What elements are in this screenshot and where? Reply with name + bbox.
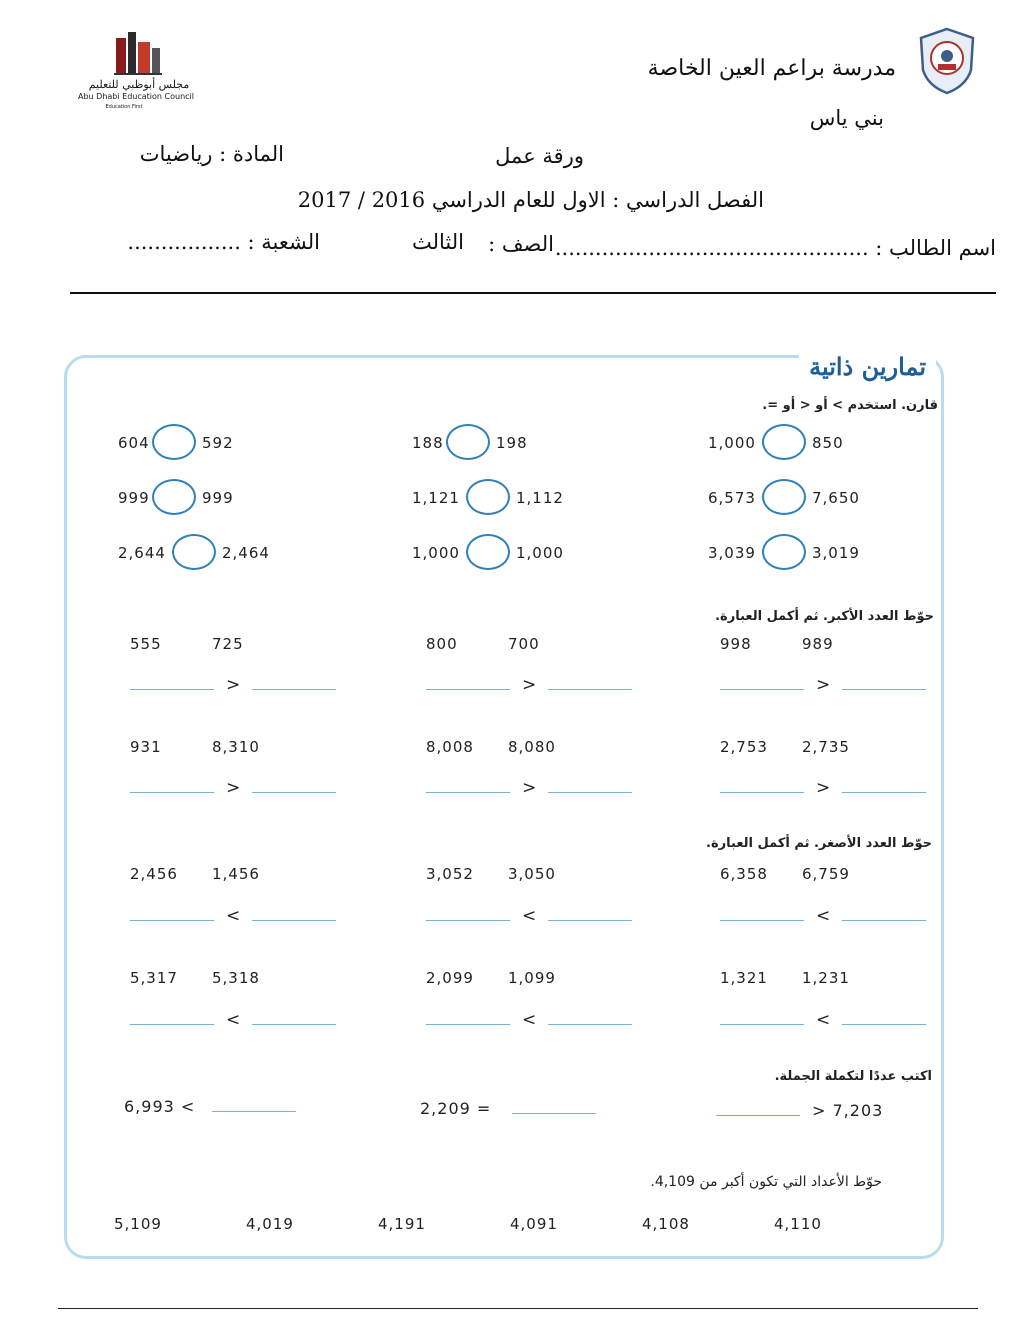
greater-number-a[interactable]: 555 — [130, 635, 162, 653]
greater-blank-right[interactable] — [842, 792, 926, 793]
compare-number-right: 3,019 — [812, 544, 860, 562]
compare-answer-circle[interactable] — [446, 424, 490, 460]
compare-number-right: 198 — [496, 434, 528, 452]
smaller-number-a[interactable]: 1,321 — [720, 969, 768, 987]
semester-label: الفصل الدراسي : الاول للعام الدراسي 2016 / 2017 — [297, 188, 764, 212]
greater-instruction: حوّط العدد الأكبر. ثم أكمل العبارة. — [715, 609, 934, 624]
council-logo-icon — [108, 28, 168, 80]
greater-blank-left[interactable] — [720, 689, 804, 690]
greater-blank-left[interactable] — [426, 792, 510, 793]
grade-value: الثالث — [412, 230, 464, 254]
greater-number-a[interactable]: 998 — [720, 635, 752, 653]
greater-number-a[interactable]: 931 — [130, 738, 162, 756]
school-shield-icon — [916, 26, 978, 96]
complete-instruction: اكتب عددًا لتكملة الجملة. — [774, 1069, 932, 1084]
compare-answer-circle[interactable] — [152, 424, 196, 460]
smaller-number-a[interactable]: 5,317 — [130, 969, 178, 987]
compare-answer-circle[interactable] — [762, 424, 806, 460]
smaller-blank-right[interactable] — [842, 920, 926, 921]
compare-number-left: 6,573 — [708, 489, 756, 507]
greater-blank-right[interactable] — [252, 689, 336, 690]
section-title: تمارين ذاتية — [799, 352, 936, 381]
complete-item-3: > 7,203 — [812, 1101, 884, 1120]
smaller-blank-left[interactable] — [130, 920, 214, 921]
complete-blank-2[interactable] — [512, 1113, 596, 1114]
smaller-number-a[interactable]: 6,358 — [720, 865, 768, 883]
greater-symbol: > — [522, 778, 537, 798]
council-english-name: Abu Dhabi Education Council — [78, 92, 194, 101]
complete-item-1: 6,993 < — [124, 1097, 196, 1116]
greater-blank-left[interactable] — [720, 792, 804, 793]
smaller-symbol: < — [226, 906, 241, 926]
header-divider — [70, 292, 996, 294]
smaller-symbol: < — [816, 1010, 831, 1030]
compare-number-left: 604 — [118, 434, 150, 452]
smaller-instruction: حوّط العدد الأصغر. ثم أكمل العبارة. — [706, 836, 932, 851]
grade-label: الصف : — [488, 232, 554, 256]
greater-number-b[interactable]: 700 — [508, 635, 540, 653]
circle-greater-number[interactable]: 4,108 — [642, 1215, 690, 1233]
council-logo — [108, 28, 168, 80]
compare-number-left: 3,039 — [708, 544, 756, 562]
greater-number-a[interactable]: 800 — [426, 635, 458, 653]
greater-number-b[interactable]: 8,310 — [212, 738, 260, 756]
compare-number-left: 999 — [118, 489, 150, 507]
greater-number-b[interactable]: 989 — [802, 635, 834, 653]
compare-number-right: 2,464 — [222, 544, 270, 562]
greater-number-b[interactable]: 2,735 — [802, 738, 850, 756]
greater-blank-right[interactable] — [252, 792, 336, 793]
greater-blank-right[interactable] — [842, 689, 926, 690]
complete-blank-3[interactable] — [716, 1115, 800, 1116]
compare-number-left: 1,000 — [708, 434, 756, 452]
compare-number-left: 1,121 — [412, 489, 460, 507]
compare-answer-circle[interactable] — [762, 534, 806, 570]
smaller-number-b[interactable]: 6,759 — [802, 865, 850, 883]
smaller-blank-left[interactable] — [130, 1024, 214, 1025]
smaller-number-a[interactable]: 3,052 — [426, 865, 474, 883]
smaller-number-b[interactable]: 1,231 — [802, 969, 850, 987]
greater-blank-right[interactable] — [548, 689, 632, 690]
greater-symbol: > — [816, 778, 831, 798]
compare-answer-circle[interactable] — [172, 534, 216, 570]
greater-blank-left[interactable] — [426, 689, 510, 690]
compare-instruction: قارن. استخدم > أو < أو =. — [762, 398, 938, 413]
smaller-number-a[interactable]: 2,099 — [426, 969, 474, 987]
compare-number-right: 850 — [812, 434, 844, 452]
smaller-number-a[interactable]: 2,456 — [130, 865, 178, 883]
smaller-number-b[interactable]: 3,050 — [508, 865, 556, 883]
greater-blank-left[interactable] — [130, 792, 214, 793]
compare-number-right: 7,650 — [812, 489, 860, 507]
compare-number-right: 999 — [202, 489, 234, 507]
compare-answer-circle[interactable] — [152, 479, 196, 515]
smaller-blank-left[interactable] — [426, 1024, 510, 1025]
greater-number-a[interactable]: 8,008 — [426, 738, 474, 756]
greater-blank-left[interactable] — [130, 689, 214, 690]
circle-greater-number[interactable]: 4,091 — [510, 1215, 558, 1233]
smaller-blank-right[interactable] — [252, 920, 336, 921]
compare-number-left: 1,000 — [412, 544, 460, 562]
complete-blank-1[interactable] — [212, 1111, 296, 1112]
greater-number-a[interactable]: 2,753 — [720, 738, 768, 756]
compare-number-left: 2,644 — [118, 544, 166, 562]
smaller-number-b[interactable]: 5,318 — [212, 969, 260, 987]
compare-number-right: 1,112 — [516, 489, 564, 507]
smaller-blank-right[interactable] — [842, 1024, 926, 1025]
smaller-blank-left[interactable] — [720, 920, 804, 921]
greater-number-b[interactable]: 8,080 — [508, 738, 556, 756]
compare-answer-circle[interactable] — [762, 479, 806, 515]
smaller-blank-right[interactable] — [548, 920, 632, 921]
circle-greater-number[interactable]: 5,109 — [114, 1215, 162, 1233]
student-name-field[interactable]: اسم الطالب : ............................................... — [554, 236, 996, 260]
greater-symbol: > — [816, 675, 831, 695]
circle-greater-number[interactable]: 4,191 — [378, 1215, 426, 1233]
smaller-symbol: < — [816, 906, 831, 926]
compare-number-left: 188 — [412, 434, 444, 452]
compare-number-right: 592 — [202, 434, 234, 452]
circle-greater-number[interactable]: 4,019 — [246, 1215, 294, 1233]
smaller-symbol: < — [522, 906, 537, 926]
smaller-number-b[interactable]: 1,456 — [212, 865, 260, 883]
circle-greater-instruction: حوّط الأعداد التي تكون أكبر من 4,109. — [650, 1174, 882, 1190]
greater-number-b[interactable]: 725 — [212, 635, 244, 653]
school-name: مدرسة براعم العين الخاصة — [647, 56, 896, 81]
compare-number-right: 1,000 — [516, 544, 564, 562]
smaller-blank-right[interactable] — [548, 1024, 632, 1025]
subject-label: المادة : رياضيات — [139, 142, 284, 166]
greater-symbol: > — [226, 675, 241, 695]
smaller-number-b[interactable]: 1,099 — [508, 969, 556, 987]
complete-item-2: 2,209 = — [420, 1099, 492, 1118]
circle-greater-number[interactable]: 4,110 — [774, 1215, 822, 1233]
school-logo — [916, 26, 978, 96]
school-location: بني ياس — [809, 106, 884, 130]
smaller-symbol: < — [226, 1010, 241, 1030]
council-arabic-name: مجلس أبوظبي للتعليم — [88, 78, 190, 91]
greater-blank-right[interactable] — [548, 792, 632, 793]
greater-symbol: > — [226, 778, 241, 798]
smaller-symbol: < — [522, 1010, 537, 1030]
compare-answer-circle[interactable] — [466, 534, 510, 570]
footer-divider — [58, 1308, 978, 1309]
worksheet-title: ورقة عمل — [495, 144, 584, 168]
smaller-blank-right[interactable] — [252, 1024, 336, 1025]
council-tagline: Education First — [105, 104, 143, 110]
smaller-blank-left[interactable] — [426, 920, 510, 921]
smaller-blank-left[interactable] — [720, 1024, 804, 1025]
compare-answer-circle[interactable] — [466, 479, 510, 515]
greater-symbol: > — [522, 675, 537, 695]
section-field[interactable]: الشعبة : ................. — [127, 230, 320, 254]
